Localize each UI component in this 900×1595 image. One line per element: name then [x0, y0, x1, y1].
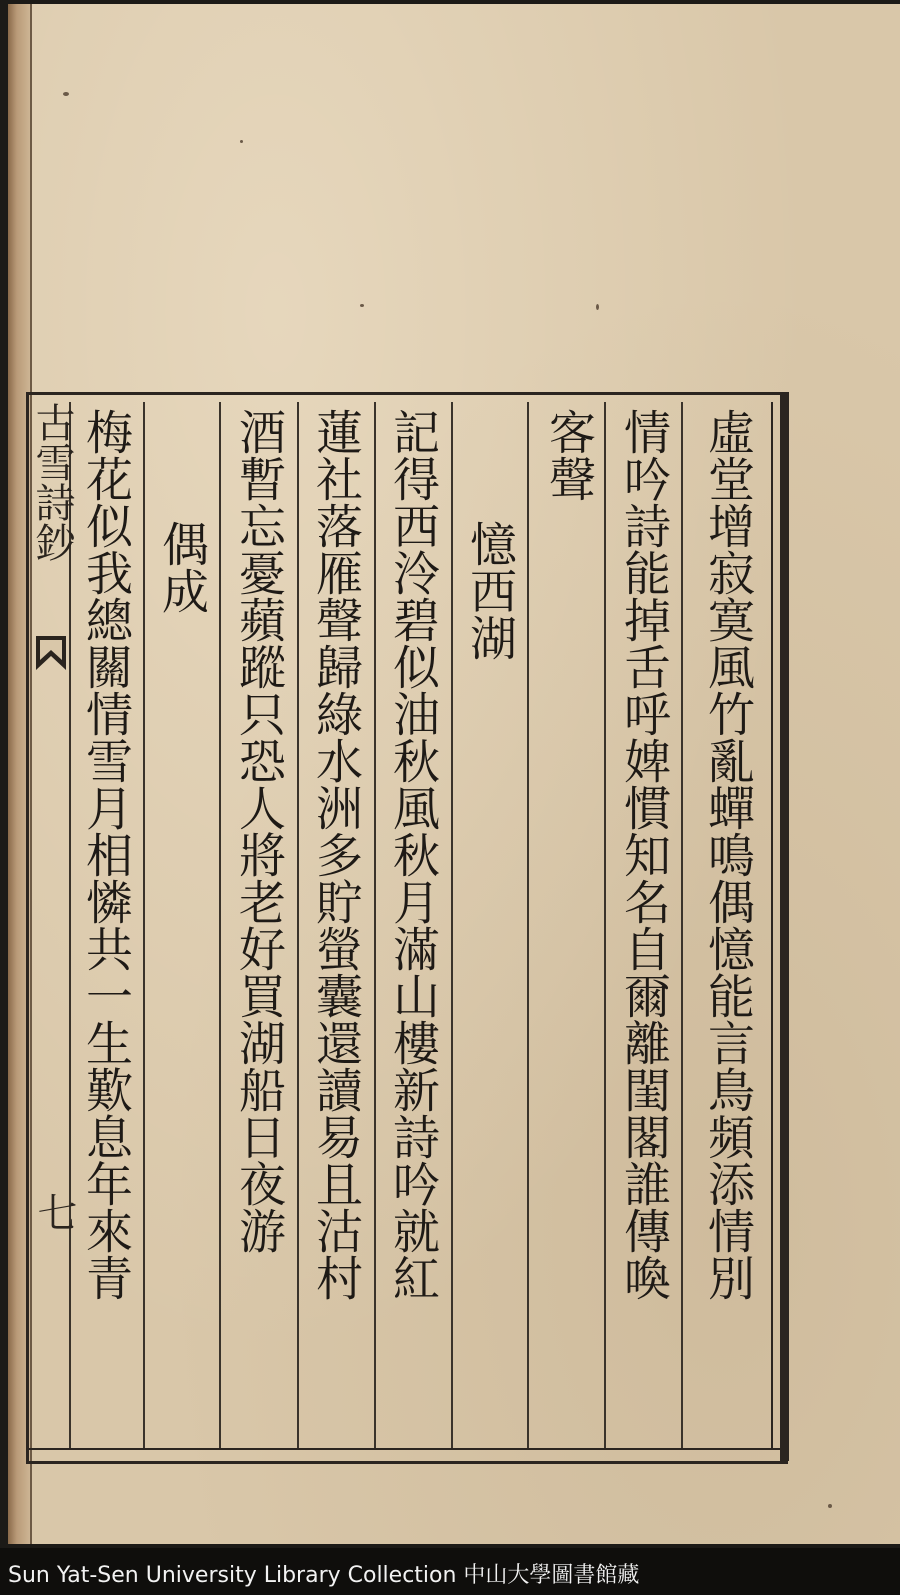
text-column-5: 記得西泠碧似油秋風秋月滿山樓新詩吟就紅	[385, 408, 440, 1301]
poem-title-yi-xihu: 憶西湖	[462, 520, 517, 661]
column-rule	[604, 402, 606, 1448]
text-column-9: 梅花似我總關情雪月相憐共一生歎息年來青	[78, 408, 133, 1301]
column-rule	[219, 402, 221, 1448]
folio-number: 七	[31, 1192, 77, 1232]
frame-inner-right-border	[771, 402, 773, 1448]
text-column-6: 蓮社落雁聲歸綠水洲多貯螢囊還讀易且沽村	[308, 408, 363, 1301]
banner-title: 古雪詩鈔	[29, 402, 75, 562]
column-rule	[527, 402, 529, 1448]
fishtail-mark-icon	[34, 634, 68, 672]
collection-watermark: Sun Yat-Sen University Library Collection 中山大學圖書館藏	[8, 1563, 640, 1588]
column-rule	[374, 402, 376, 1448]
column-rule	[143, 402, 145, 1448]
frame-right-border	[780, 392, 789, 1461]
banner-strip	[29, 402, 77, 1448]
text-column-1: 虛堂增寂寞風竹亂蟬鳴偶憶能言鳥頻添情別	[700, 408, 755, 1301]
column-rule	[681, 402, 683, 1448]
poem-title-oucheng: 偶成	[154, 520, 209, 614]
text-column-3: 客聲	[541, 408, 596, 502]
column-rule	[297, 402, 299, 1448]
collection-footer	[0, 1548, 900, 1595]
frame-inner-bottom-border	[26, 1448, 781, 1450]
text-column-2: 情吟詩能掉舌呼婢慣知名自爾離閨閣誰傳喚	[616, 408, 671, 1301]
text-column-7: 酒暫忘憂蘋蹤只恐人將老好買湖船日夜游	[231, 408, 286, 1254]
column-rule	[451, 402, 453, 1448]
